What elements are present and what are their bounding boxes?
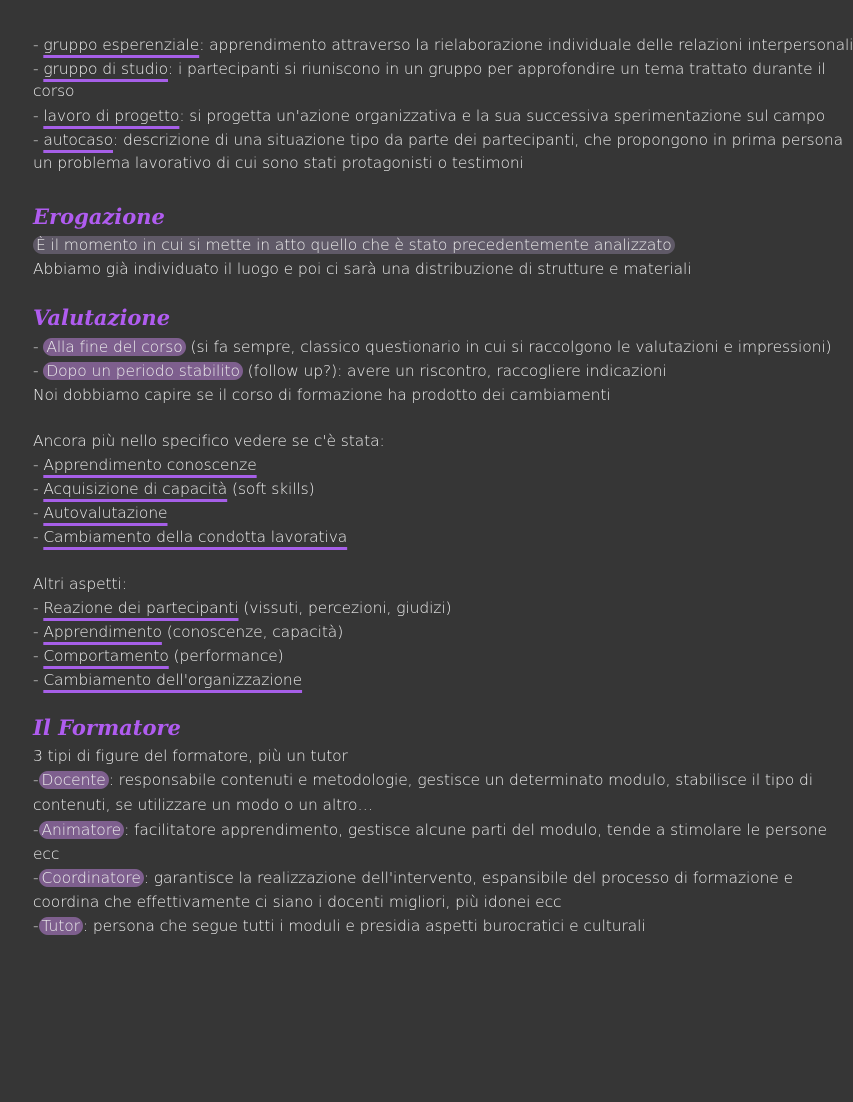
- term-underlined: Cambiamento dell'organizzazione: [43, 671, 303, 689]
- highlighted-term: Dopo un periodo stabilito: [43, 362, 243, 380]
- valutazione-line-3: Noi dobbiamo capire se il corso di formazione ha prodotto dei cambiamenti: [33, 386, 611, 404]
- item-description: : facilitatore apprendimento, gestisce alcune parti del modulo, tende a stimolare le persone: [124, 821, 827, 839]
- item-continuation: corso: [33, 82, 75, 100]
- erogazione-line-1: [33, 233, 833, 257]
- erogazione-line-2: Abbiamo già individuato il luogo e poi ci sarà una distribuzione di strutture e materiali: [33, 260, 692, 278]
- item-continuation: coordina che effettivamente ci siano i docenti migliori, più idonei ecc: [33, 893, 562, 911]
- formatore-docente: - Docente : responsabile contenuti e metodologie, gestisce un determinato modulo, stabilisce il tipo di: [33, 771, 813, 789]
- item-description: (performance): [168, 647, 284, 665]
- term-underlined: Apprendimento conoscenze: [43, 456, 257, 474]
- list-item: - Reazione dei partecipanti (vissuti, percezioni, giudizi): [33, 599, 452, 617]
- term-underlined: gruppo esperenziale: [43, 36, 200, 54]
- other-aspects-intro: Altri aspetti:: [33, 575, 127, 593]
- term-underlined: Autovalutazione: [43, 504, 168, 522]
- highlighted-term: Docente: [39, 771, 109, 789]
- item-description: : persona che segue tutti i moduli e presidia aspetti burocratici e culturali: [82, 917, 646, 935]
- list-item: - Cambiamento della condotta lavorativa: [33, 528, 348, 546]
- intro-item-autocaso: - autocaso: descrizione di una situazione tipo da parte dei partecipanti, che propongono in prima persona: [33, 131, 844, 149]
- term-underlined: Comportamento: [43, 647, 169, 665]
- term-underlined: lavoro di progetto: [43, 107, 180, 125]
- highlighted-term: Alla fine del corso: [43, 338, 185, 356]
- highlighted-term: Tutor: [39, 917, 83, 935]
- list-item: - Cambiamento dell'organizzazione: [33, 671, 303, 689]
- item-continuation: un problema lavorativo di cui sono stati protagonisti o testimoni: [33, 154, 524, 172]
- item-description: : garantisce la realizzazione dell'intervento, espansibile del processo di formazione e: [143, 869, 793, 887]
- term-underlined: Apprendimento: [43, 623, 162, 641]
- highlighted-term: Coordinatore: [39, 869, 144, 887]
- item-continuation: contenuti, se utilizzare un modo o un altro…: [33, 796, 373, 814]
- item-description: : apprendimento attraverso la rielaborazione individuale delle relazioni interpersonali: [199, 36, 853, 54]
- term-underlined: gruppo di studio: [43, 60, 168, 78]
- term-underlined: Cambiamento della condotta lavorativa: [43, 528, 348, 546]
- item-description: : descrizione di una situazione tipo da parte dei partecipanti, che propongono in prima persona: [113, 131, 844, 149]
- formatore-animatore: - Animatore : facilitatore apprendimento, gestisce alcune parti del modulo, tende a stimolare le persone: [33, 821, 827, 839]
- formatore-tutor: - Tutor : persona che segue tutti i moduli e presidia aspetti burocratici e culturali: [33, 917, 646, 935]
- list-item: - Apprendimento (conoscenze, capacità): [33, 623, 344, 641]
- formatore-coordinatore: - Coordinatore : garantisce la realizzazione dell'intervento, espansibile del processo di formazione e: [33, 869, 793, 887]
- item-description: (follow up?): avere un riscontro, raccogliere indicazioni: [242, 362, 667, 380]
- item-description: (soft skills): [227, 480, 315, 498]
- intro-item-lavoro-di-progetto: - lavoro di progetto: si progetta un'azione organizzativa e la sua successiva sperimentazione sul campo: [33, 107, 826, 125]
- heading-formatore: Il Formatore: [33, 715, 181, 740]
- term-underlined: autocaso: [43, 131, 113, 149]
- term-underlined: Reazione dei partecipanti: [43, 599, 239, 617]
- list-item: - Comportamento (performance): [33, 647, 284, 665]
- highlighted-sentence: È il momento in cui si mette in atto quello che è stato precedentemente analizzato: [33, 236, 675, 254]
- valutazione-item-fine-corso: - Alla fine del corso (si fa sempre, classico questionario in cui si raccolgono le valutazioni e impressioni): [33, 338, 832, 356]
- formatore-intro: 3 tipi di figure del formatore, più un tutor: [33, 747, 348, 765]
- valutazione-intro: Ancora più nello specifico vedere se c'è stata:: [33, 432, 385, 450]
- item-description: : i partecipanti si riuniscono in un gruppo per approfondire un tema trattato durante il: [168, 60, 826, 78]
- list-item: - Acquisizione di capacità (soft skills): [33, 480, 315, 498]
- item-description: (conoscenze, capacità): [161, 623, 344, 641]
- item-description: (si fa sempre, classico questionario in cui si raccolgono le valutazioni e impressioni): [185, 338, 832, 356]
- intro-item-gruppo-di-studio: - gruppo di studio: i partecipanti si riuniscono in un gruppo per approfondire un tema trattato durante il: [33, 60, 826, 78]
- item-continuation: ecc: [33, 845, 60, 863]
- intro-item-gruppo-esperenziale: - gruppo esperenziale: apprendimento attraverso la rielaborazione individuale delle relazioni interpersonali: [33, 36, 853, 54]
- heading-erogazione: Erogazione: [33, 204, 165, 229]
- valutazione-item-follow-up: - Dopo un periodo stabilito (follow up?): avere un riscontro, raccogliere indicazioni: [33, 362, 667, 380]
- list-item: - Autovalutazione: [33, 504, 168, 522]
- item-description: : responsabile contenuti e metodologie, gestisce un determinato modulo, stabilisce il tipo di: [108, 771, 813, 789]
- highlighted-term: Animatore: [39, 821, 125, 839]
- item-description: : si progetta un'azione organizzativa e la sua successiva sperimentazione sul campo: [179, 107, 826, 125]
- heading-valutazione: Valutazione: [33, 305, 171, 330]
- term-underlined: Acquisizione di capacità: [43, 480, 228, 498]
- list-item: - Apprendimento conoscenze: [33, 456, 257, 474]
- item-description: (vissuti, percezioni, giudizi): [238, 599, 452, 617]
